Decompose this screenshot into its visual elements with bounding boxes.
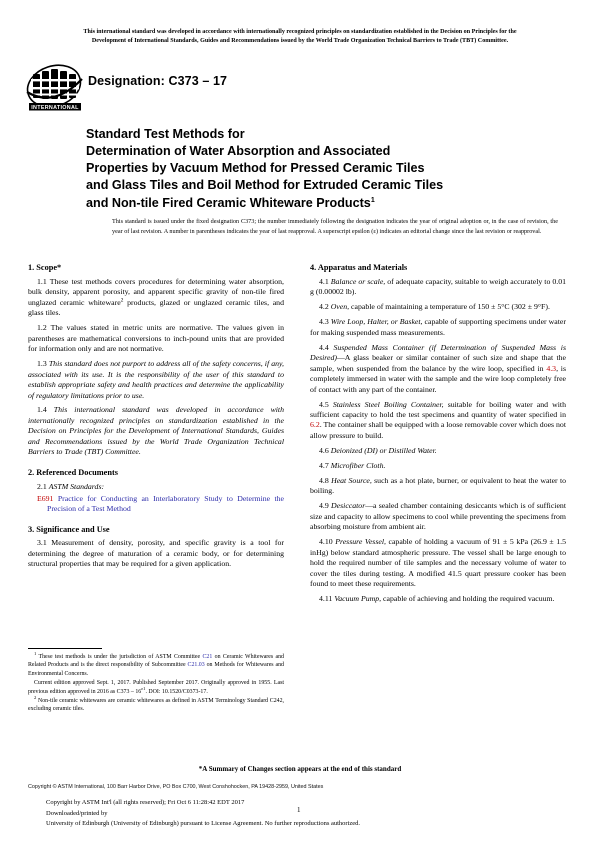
license-line-2: Downloaded/printed by (46, 809, 108, 817)
footnote-1-text-c: on Methods for Whitewares and Environmental Concerns. (28, 662, 284, 677)
para-4-2-term: Oven, (330, 302, 350, 312)
title-line-4: and Glass Tiles and Boil Method for Extruded Ceramic Tiles (86, 178, 444, 193)
footnote-2-marker: 2 (34, 694, 37, 700)
para-4-3-term: Wire Loop, Halter, or Basket, (330, 317, 423, 327)
footnote-1-marker: 1 (34, 651, 37, 657)
paragraph-4-10 (310, 537, 566, 589)
paragraph-4-9 (310, 501, 566, 532)
title-line-3: Properties by Vacuum Method for Pressed Ceramic Tiles (86, 161, 425, 176)
para-4-5-text-b: . The container shall be equipped with a loose removable cover which does not allow pressure to build. (310, 420, 566, 440)
paragraph-4-2 (310, 302, 566, 312)
para-4-7-number: 4.7 (319, 460, 331, 470)
paragraph-4-1 (310, 277, 566, 298)
wto-notice-line2: Development of International Standards, Guides and Recommendations issued by the World Trade Organization Technical Barriers to Trade (TBT) Committee. (91, 38, 509, 45)
page-number: 1 (297, 806, 301, 814)
para-4-8-number: 4.8 (319, 475, 332, 485)
footnote-edition-pre: Current edition approved Sept. 1, 2017. Published September 2017. Originally approved in 1955. Last previous edition approved in 2016 as C373 – 16 (28, 680, 284, 695)
section-heading-significance-and-use: 3. Significance and Use (28, 524, 110, 534)
summary-of-changes-note: *A Summary of Changes section appears at the end of this standard (198, 765, 402, 773)
paragraph-4-5 (310, 400, 566, 442)
wto-notice (34, 28, 566, 47)
para-4-9-text: —a sealed chamber containing desiccants which is of sufficient size and capacity to allow specimens to cool while preventing the specimens from absorbing moisture from ambient air. (310, 501, 566, 532)
para-4-7-term: Microfiber Cloth. (330, 460, 386, 470)
cross-reference-6-2[interactable]: 6.2 (310, 420, 320, 430)
paragraph-1-4 (28, 405, 284, 457)
para-2-1-text: ASTM Standards: (48, 481, 105, 491)
para-4-1-number: 4.1 (319, 276, 331, 286)
wto-notice-line1: This international standard was developed in accordance with internationally recognized principles on standardization established in the Decision on Principles for the (83, 29, 517, 35)
footnote-2 (28, 694, 284, 714)
right-column (310, 262, 566, 609)
paragraph-3-1: 3.1 Measurement of density, porosity, and specific gravity is a tool for determining the degree of maturation of a ceramic body, or for determining structural properties that may be required for a given application. (28, 538, 284, 569)
astm-logo-icon (20, 62, 96, 114)
para-4-9-number: 4.9 (319, 501, 332, 511)
paragraph-1-1 (28, 277, 284, 319)
reference-id[interactable]: E691 (37, 493, 54, 503)
left-column (28, 262, 284, 574)
footnote-1-link-c21[interactable]: C21 (202, 654, 213, 660)
para-1-1-pre: 1.1 These test methods covers procedures for determining water absorption, bulk density, apparent porosity, and apparent specific gravity of non-tile fired unglazed ceramic whiteware (28, 276, 284, 307)
title-line-2: Determination of Water Absorption and Associated (86, 144, 391, 159)
paragraph-4-4 (310, 343, 566, 395)
para-4-2-text: capable of maintaining a temperature of 150 ± 5°C (302 ± 9°F). (349, 302, 550, 312)
para-4-10-number: 4.10 (319, 537, 336, 547)
para-4-11-text: capable of achieving and holding the required vacuum. (381, 594, 555, 604)
para-1-1-post: products, glazed or unglazed ceramic tiles, and glass tiles. (28, 297, 284, 318)
paragraph-1-2: 1.2 The values stated in metric units are normative. The values given in parentheses are mathematical conversions to inch-pound units that are provided for information only and are not normative. (28, 323, 284, 354)
copyright-line: Copyright © ASTM International, 100 Barr Harbor Drive, PO Box C700, West Conshohocken, PA 19428-2959, United States (28, 784, 324, 790)
title-footnote-marker: 1 (370, 196, 375, 204)
footnote-2-text: Non-tile ceramic whitewares are ceramic whitewares as defined in ASTM Terminology Standard C242, excluding ceramic tiles. (28, 697, 284, 713)
para-4-4-number: 4.4 (319, 342, 334, 352)
para-4-4-text-a: —A glass beaker or similar container of such size and shape that the sample, when suspended from the balance by the wire loop, specified in (310, 353, 566, 373)
paragraph-4-11 (310, 594, 566, 604)
footnote-block (28, 648, 284, 715)
footnote-1 (28, 653, 284, 678)
para-1-3-number: 1.3 (37, 359, 49, 369)
designation-label: Designation: C373 – 17 (88, 74, 228, 88)
para-4-1-text: of adequate capacity, suitable to weigh accurately to 0.01 g (0.00002 lb). (310, 276, 567, 297)
footnote-divider (28, 648, 102, 649)
para-4-8-term: Heat Source, (331, 475, 372, 485)
para-4-9-term: Desiccator (331, 501, 366, 511)
reference-link-e691[interactable] (28, 494, 284, 515)
footnote-1-edition (28, 679, 284, 696)
license-line-1: Copyright by ASTM Int'l (all rights reserved); Fri Oct 6 11:28:42 EDT 2017 (46, 799, 245, 806)
reference-title[interactable]: Practice for Conducting an Interlaboratory Study to Determine the Precision of a Test Method (47, 493, 284, 514)
para-1-4-text: This international standard was developed in accordance with internationally recognized principles on standardization established in the Decision on Principles for the Development of International Standards, Guides and Recommendations issued by the World Trade Organization Technical Barriers to Trade (TBT) Committee. (28, 405, 284, 457)
section-heading-scope: 1. Scope* (28, 263, 62, 272)
cross-reference-4-3[interactable]: 4.3 (546, 363, 557, 373)
para-4-3-number: 4.3 (319, 317, 331, 327)
title-line-5 (86, 195, 556, 212)
footnote-edition-post: . DOI: 10.1520/C0373-17. (145, 688, 208, 695)
title-line-5-text: and Non-tile Fired Ceramic Whiteware Products (86, 195, 371, 210)
paragraph-4-6 (310, 446, 566, 456)
section-heading-apparatus-and-materials: 4. Apparatus and Materials (310, 263, 408, 272)
para-4-6-number: 4.6 (319, 445, 331, 455)
para-4-10-text: capable of holding a vacuum of 91 ± 5 kPa (26.9 ± 1.5 inHg) below standard atmospheric pressure. The vessel shall be large enough to hold the required number of tile samples and the necessary volume of water to cover the tiles during testing. A modified 41.5 quart pressure cooker has been found to meet these requirements. (310, 537, 567, 589)
footnote-1-link-c2103[interactable]: C21.03 (187, 662, 205, 669)
para-4-5-number: 4.5 (319, 399, 333, 409)
para-4-11-term: Vacuum Pump, (334, 594, 382, 604)
para-4-4-text-b: , is completely immersed in water with the sample and the wire loop completely free of contact with any part of the container. (310, 363, 566, 394)
paragraph-2-1 (28, 482, 284, 492)
para-4-2-number: 4.2 (319, 302, 331, 312)
footnote-edition-sup: ε1 (141, 685, 146, 691)
paragraph-4-8 (310, 476, 566, 497)
para-4-5-term: Stainless Steel Boiling Container, (332, 399, 444, 409)
paragraph-4-3 (310, 317, 566, 338)
para-1-4-number: 1.4 (37, 405, 54, 415)
para-4-11-number: 4.11 (319, 594, 335, 604)
svg-text:INTERNATIONAL: INTERNATIONAL (31, 105, 79, 111)
page-title (86, 126, 556, 212)
para-4-1-term: Balance or scale, (330, 276, 386, 286)
para-4-5-text-a: suitable for boiling water and with sufficient capacity to hold the test specimens and quantity of water specified in (310, 399, 566, 419)
para-2-1-number: 2.1 (37, 481, 49, 491)
para-4-8-text: such as a hot plate, burner, or equivalent to heat the water to boiling. (310, 475, 567, 496)
para-4-3-text: capable of supporting specimens under water for making suspended mass measurements. (310, 317, 566, 337)
para-1-3-text: This standard does not purport to address all of the safety concerns, if any, associated with its use. It is the responsibility of the user of this standard to establish appropriate safety and health practices and determine the applicability of regulatory limitations prior to use. (28, 359, 284, 400)
license-line-3: University of Edinburgh (University of Edinburgh) pursuant to License Agreement. No further reproductions authorized. (46, 820, 361, 828)
section-heading-referenced-documents: 2. Referenced Documents (28, 467, 118, 477)
license-block (46, 798, 546, 830)
footnote-1-text-a: These test methods is under the jurisdiction of ASTM Committee (36, 654, 203, 660)
paragraph-1-3 (28, 359, 284, 401)
para-4-10-term: Pressure Vessel, (335, 537, 386, 547)
paragraph-4-7 (310, 461, 566, 471)
issue-statement: This standard is issued under the fixed designation C373; the number immediately following the designation indicates the year of original adoption or, in the case of revision, the year of last revision. A number in parentheses indicates the year of last reapproval. A superscript epsilon (ε) indicates an editorial change since the last revision or reapproval. (112, 218, 558, 236)
footnote-1-text-b: on Ceramic Whitewares and Related Products and is the direct responsibility of Subcommittee (28, 654, 285, 669)
para-1-1-footnote-marker: 2 (120, 297, 124, 304)
para-4-6-term: Deionized (DI) or Distilled Water. (330, 445, 437, 455)
title-line-1: Standard Test Methods for (86, 127, 245, 141)
para-4-4-term: Suspended Mass Container (if Determination of Suspended Mass is Desired) (310, 342, 566, 363)
masthead (20, 62, 580, 118)
